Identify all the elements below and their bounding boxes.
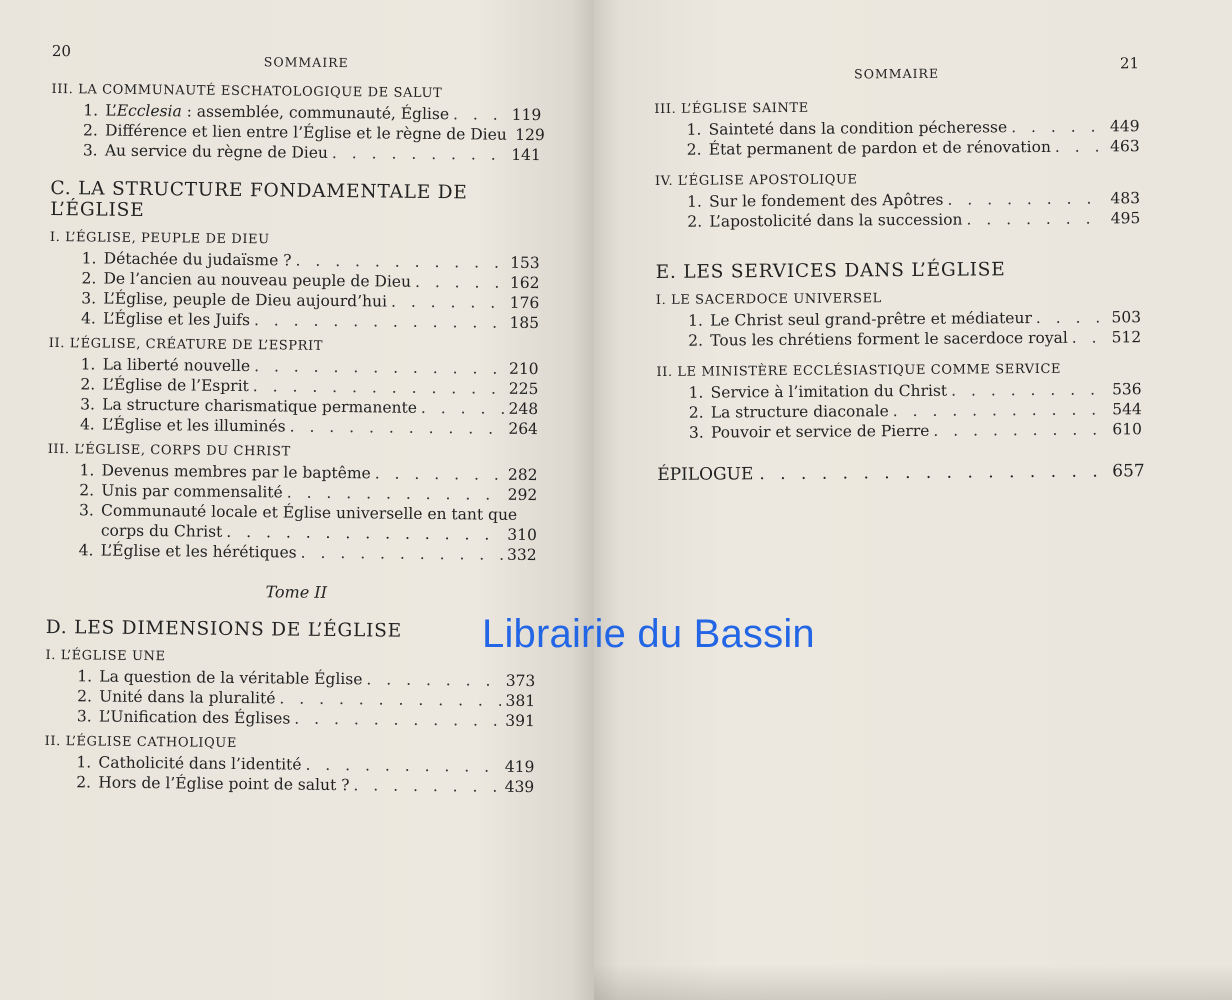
toc-entry: 3. Pouvoir et service de Pierre . . . 610 — [657, 419, 1142, 443]
toc-entry: 2. Hors de l’Église point de salut ? . . . 439 — [44, 772, 534, 797]
section-heading: II. LE MINISTÈRE ECCLÉSIASTIQUE COMME SERVICE — [656, 361, 1062, 380]
toc-entry: 2. État permanent de pardon et de rénovation . . . 463 — [655, 136, 1140, 160]
running-head — [52, 42, 542, 79]
toc-entry: 2. L’Église de l’Esprit . . . 225 — [48, 374, 538, 399]
toc-entry: 1. Service à l’imitation du Christ . . . 536 — [657, 379, 1142, 403]
toc-entry: 1. La question de la véritable Église . . . 373 — [45, 666, 535, 691]
section-heading: IV. L’ÉGLISE APOSTOLIQUE — [654, 172, 858, 189]
toc-entry: 4. L’Église et les illuminés . . . 264 — [48, 414, 538, 439]
toc-entry: 2. L’apostolicité dans la succession . . . 495 — [655, 208, 1140, 232]
running-head-title: SOMMAIRE — [263, 54, 349, 71]
toc-entry: 3. La structure charismatique permanente . . . 248 — [48, 394, 538, 419]
toc-entry: 4. L’Église et les hérétiques . . . 332 — [47, 540, 537, 565]
section-heading: I. L’ÉGLISE, PEUPLE DE DIEU — [49, 229, 270, 248]
part-heading: C. LA STRUCTURE FONDAMENTALE DE L’ÉGLISE — [50, 177, 468, 221]
part-heading: D. LES DIMENSIONS DE L’ÉGLISE — [45, 616, 403, 642]
toc-entry: 3. Communauté locale et Église universelle en tant que — [79, 501, 518, 524]
toc-entry: 1. L’Ecclesia : assemblée, communauté, Église . . . 119 — [51, 100, 541, 125]
running-head-title: SOMMAIRE — [854, 65, 940, 82]
toc-entry: 2. Unité dans la pluralité . . . 381 — [45, 686, 535, 711]
toc-entry: 1. Détachée du judaïsme ? . . . 153 — [50, 248, 540, 273]
toc-entry: 1. Catholicité dans l’identité . . . 419 — [44, 752, 534, 777]
section-heading: II. L’ÉGLISE, CRÉATURE DE L’ESPRIT — [48, 335, 324, 354]
toc-entry: 4. L’Église et les Juifs . . . 185 — [49, 308, 539, 333]
toc-entry: 2. De l’ancien au nouveau peuple de Dieu . . . 162 — [49, 268, 539, 293]
section-heading: III. L’ÉGLISE SAINTE — [654, 100, 809, 117]
page-number: 20 — [51, 42, 72, 61]
toc-entry: 1. La liberté nouvelle . . . 210 — [49, 354, 539, 379]
page-number: 21 — [1119, 54, 1140, 73]
section-heading: III. L’ÉGLISE, CORPS DU CHRIST — [47, 441, 291, 460]
section-heading: I. LE SACERDOCE UNIVERSEL — [655, 291, 882, 308]
toc-entry: 1. Devenus membres par le baptême . . . 282 — [47, 460, 537, 485]
watermark-text: Librairie du Bassin — [482, 612, 815, 656]
left-page — [0, 0, 594, 1000]
toc-entry: 2. Tous les chrétiens forment le sacerdoce royal . . . 512 — [656, 327, 1141, 351]
running-head — [654, 54, 1139, 90]
epilogue-page: 657 — [1112, 461, 1145, 482]
toc-entry: 2. Différence et lien entre l’Église et le règne de Dieu . . . 129 — [51, 120, 541, 145]
right-page-content — [654, 54, 1145, 485]
right-page — [594, 0, 1232, 1000]
section-heading: II. L’ÉGLISE CATHOLIQUE — [44, 733, 238, 751]
left-page-content — [44, 42, 545, 797]
toc-entry: 3. L’Unification des Églises . . . 391 — [45, 706, 535, 731]
section-heading: III. LA COMMUNAUTÉ ESCHATOLOGIQUE DE SALUT — [51, 81, 443, 102]
toc-entry: 1. Le Christ seul grand-prêtre et médiateur . . . 503 — [656, 307, 1141, 331]
toc-entry: 1. Sainteté dans la condition pécheresse . . . 449 — [654, 116, 1139, 140]
toc-entry: 3. Au service du règne de Dieu . . . 141 — [51, 140, 541, 165]
part-heading: E. LES SERVICES DANS L’ÉGLISE — [655, 259, 1006, 283]
toc-entry-continuation: corps du Christ . . . 310 — [47, 520, 537, 545]
toc-entry: 1. Sur le fondement des Apôtres . . . 483 — [655, 188, 1140, 212]
section-heading: I. L’ÉGLISE UNE — [45, 647, 166, 665]
toc-entry: 2. La structure diaconale . . . 544 — [657, 399, 1142, 423]
toc-entry: 3. L’Église, peuple de Dieu aujourd’hui . . . 176 — [49, 288, 539, 313]
volume-heading: Tome II — [265, 582, 328, 602]
toc-entry: 2. Unis par commensalité . . . 292 — [47, 480, 537, 505]
epilogue-label: ÉPILOGUE — [657, 464, 754, 485]
epilogue-entry — [657, 461, 1145, 485]
